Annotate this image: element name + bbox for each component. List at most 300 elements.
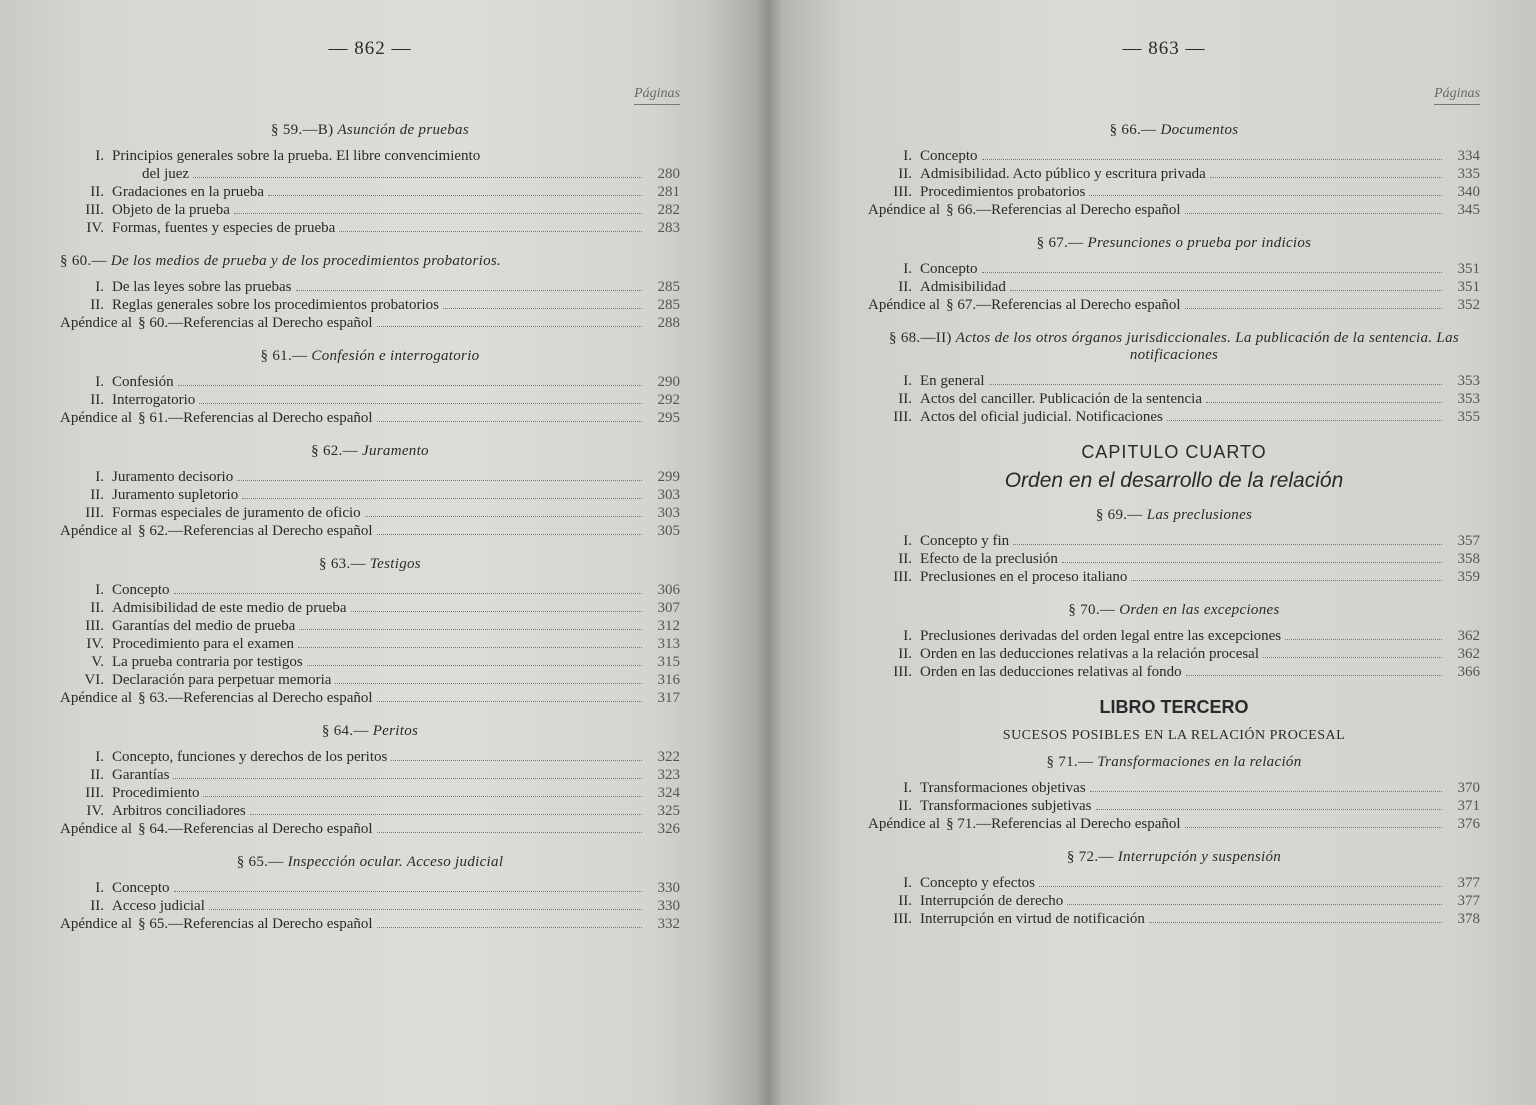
entry-label: Admisibilidad de este medio de prueba	[112, 600, 347, 616]
entry-page-number: 359	[1457, 569, 1480, 585]
toc-entry	[60, 915, 680, 933]
entry-page-number: 353	[1457, 391, 1480, 407]
toc-entry	[868, 568, 1480, 586]
section-heading	[868, 122, 1480, 139]
dot-leader	[1206, 402, 1442, 403]
toc-entry	[868, 372, 1480, 390]
entry-label: Interrogatorio	[112, 392, 196, 408]
entry-page-number: 312	[657, 618, 680, 634]
section-title: Transformaciones en la relación	[1097, 754, 1302, 770]
toc-entry	[60, 879, 680, 897]
entry-label: Acceso judicial	[112, 898, 205, 914]
toc-entry	[868, 296, 1480, 314]
entry-label: Transformaciones subjetivas	[920, 798, 1092, 814]
dot-leader	[1167, 420, 1442, 421]
entry-label: Concepto	[112, 582, 170, 598]
dot-leader	[203, 796, 642, 797]
entry-numeral: II.	[90, 392, 104, 408]
toc-entry	[868, 147, 1480, 165]
toc-section	[60, 122, 680, 237]
section-number: § 68.—II)	[888, 330, 952, 346]
entry-numeral: IV.	[86, 803, 104, 819]
toc-entry	[60, 802, 680, 820]
section-number: § 72.—	[1066, 849, 1114, 865]
toc-entry	[60, 165, 680, 183]
chapter-title: Orden en el desarrollo de la relación	[1004, 469, 1344, 492]
entry-numeral: III.	[893, 569, 912, 585]
dot-leader	[335, 683, 642, 684]
entry-page-number: 330	[657, 898, 680, 914]
dot-leader	[250, 814, 642, 815]
entry-label: Declaración para perpetuar memoria	[112, 672, 332, 688]
entry-numeral: II.	[898, 646, 912, 662]
toc-section	[60, 723, 680, 838]
dot-leader	[982, 272, 1443, 273]
section-number: § 69.—	[1095, 507, 1143, 523]
entry-label: Interrupción en virtud de notificación	[920, 911, 1145, 927]
entry-label: Transformaciones objetivas	[920, 780, 1086, 796]
toc-entry	[60, 504, 680, 522]
entry-numeral: I.	[95, 148, 104, 164]
entry-numeral: II.	[90, 767, 104, 783]
entry-numeral: I.	[903, 533, 912, 549]
entry-page-number: 315	[657, 654, 680, 670]
entry-page-number: 326	[657, 821, 680, 837]
entry-numeral: II.	[898, 893, 912, 909]
dot-leader	[1062, 562, 1442, 563]
dot-leader	[377, 927, 642, 928]
dot-leader	[178, 385, 642, 386]
entry-page-number: 292	[657, 392, 680, 408]
dot-leader	[391, 760, 642, 761]
entry-page-number: 332	[657, 916, 680, 932]
entry-page-number: 345	[1457, 202, 1480, 218]
entry-page-number: 303	[657, 505, 680, 521]
toc-entry	[60, 391, 680, 409]
entry-numeral: Apéndice al	[60, 315, 133, 331]
toc-entry	[60, 147, 680, 165]
toc-section	[868, 122, 1480, 219]
toc-section	[60, 556, 680, 707]
section-number: § 62.—	[311, 443, 358, 459]
toc-entry	[868, 532, 1480, 550]
section-number: § 63.—	[319, 556, 366, 572]
toc-entry	[60, 599, 680, 617]
toc-section	[60, 348, 680, 427]
toc-entry	[868, 408, 1480, 426]
entry-numeral: III.	[893, 664, 912, 680]
entry-page-number: 299	[657, 469, 680, 485]
toc-entry	[60, 522, 680, 540]
toc-entry	[60, 183, 680, 201]
toc-entry	[868, 165, 1480, 183]
entry-label: Gradaciones en la prueba	[112, 184, 265, 200]
toc-entry	[60, 820, 680, 838]
dot-leader	[1089, 195, 1442, 196]
entry-numeral: Apéndice al	[868, 816, 941, 832]
entry-numeral: II.	[898, 798, 912, 814]
toc-content	[868, 122, 1480, 944]
entry-numeral: I.	[95, 880, 104, 896]
entry-numeral: II.	[898, 279, 912, 295]
dot-leader	[1131, 580, 1442, 581]
section-heading	[868, 507, 1480, 524]
entry-label: Procedimientos probatorios	[920, 184, 1086, 200]
dot-leader	[377, 534, 642, 535]
dot-leader	[174, 891, 643, 892]
toc-entry	[60, 653, 680, 671]
pages-column-header: Páginas	[1434, 86, 1480, 105]
section-title: Juramento	[362, 443, 429, 459]
entry-page-number: 281	[657, 184, 680, 200]
dot-leader	[989, 384, 1442, 385]
entry-page-number: 283	[657, 220, 680, 236]
toc-entry	[868, 550, 1480, 568]
entry-label: Orden en las deducciones relativas al fondo	[920, 664, 1182, 680]
section-number: § 70.—	[1068, 602, 1116, 618]
entry-numeral: I.	[903, 148, 912, 164]
entry-label: Concepto, funciones y derechos de los peritos	[112, 749, 388, 765]
entry-numeral: Apéndice al	[868, 297, 941, 313]
entry-numeral: III.	[85, 618, 104, 634]
entry-numeral: III.	[893, 911, 912, 927]
entry-page-number: 335	[1457, 166, 1480, 182]
entry-page-number: 377	[1457, 875, 1480, 891]
chapter-heading: CAPITULO CUARTO	[1081, 442, 1267, 462]
toc-section	[868, 330, 1480, 426]
entry-label: Garantías del medio de prueba	[112, 618, 296, 634]
entry-label: Preclusiones derivadas del orden legal entre las excepciones	[920, 628, 1282, 644]
toc-entry	[60, 296, 680, 314]
dot-leader	[199, 403, 642, 404]
entry-numeral: Apéndice al	[60, 916, 133, 932]
entry-label: Actos del oficial judicial. Notificaciones	[920, 409, 1163, 425]
book-heading: LIBRO TERCERO	[1099, 697, 1249, 717]
entry-page-number: 306	[657, 582, 680, 598]
toc-section	[868, 507, 1480, 586]
dot-leader	[237, 480, 642, 481]
dot-leader	[1096, 809, 1442, 810]
entry-page-number: 325	[657, 803, 680, 819]
section-heading	[868, 754, 1480, 771]
entry-numeral: I.	[903, 373, 912, 389]
entry-label: Procedimiento para el examen	[112, 636, 295, 652]
entry-page-number: 334	[1457, 148, 1480, 164]
section-heading	[868, 330, 1480, 364]
entry-numeral: III.	[85, 202, 104, 218]
page-number: — 862 —	[328, 38, 412, 59]
toc-entry	[60, 766, 680, 784]
entry-label: § 62.—Referencias al Derecho español	[138, 523, 373, 539]
entry-numeral: I.	[95, 279, 104, 295]
section-title: Documentos	[1160, 122, 1239, 138]
right-page	[868, 0, 1480, 1105]
section-title: De los medios de prueba y de los procedimientos probatorios.	[110, 253, 502, 269]
toc-section	[868, 235, 1480, 314]
entry-label: La prueba contraria por testigos	[112, 654, 303, 670]
section-heading	[868, 235, 1480, 252]
section-number: § 61.—	[260, 348, 308, 364]
dot-leader	[242, 498, 642, 499]
section-heading	[868, 602, 1480, 619]
toc-entry	[868, 260, 1480, 278]
entry-label: Concepto y fin	[920, 533, 1010, 549]
entry-label: Procedimiento	[112, 785, 200, 801]
dot-leader	[339, 231, 642, 232]
toc-entry	[868, 797, 1480, 815]
entry-page-number: 285	[657, 297, 680, 313]
toc-entry	[60, 897, 680, 915]
entry-numeral: III.	[85, 785, 104, 801]
entry-page-number: 366	[1457, 664, 1480, 680]
dot-leader	[1090, 791, 1442, 792]
entry-numeral: I.	[95, 582, 104, 598]
entry-numeral: II.	[90, 600, 104, 616]
toc-entry	[60, 581, 680, 599]
dot-leader	[1186, 675, 1442, 676]
toc-entry	[868, 183, 1480, 201]
entry-page-number: 290	[657, 374, 680, 390]
entry-label: En general	[920, 373, 985, 389]
toc-entry	[868, 910, 1480, 928]
entry-numeral: Apéndice al	[60, 690, 133, 706]
dot-leader	[209, 909, 642, 910]
dot-leader	[268, 195, 642, 196]
dot-leader	[234, 213, 642, 214]
entry-numeral: II.	[898, 391, 912, 407]
entry-label: Concepto y efectos	[920, 875, 1035, 891]
dot-leader	[1185, 308, 1442, 309]
dot-leader	[377, 832, 642, 833]
entry-label: § 66.—Referencias al Derecho español	[946, 202, 1181, 218]
dot-leader	[1010, 290, 1442, 291]
entry-label: Concepto	[112, 880, 170, 896]
entry-label: § 63.—Referencias al Derecho español	[138, 690, 373, 706]
entry-label: § 65.—Referencias al Derecho español	[138, 916, 373, 932]
entry-label: Arbitros conciliadores	[112, 803, 246, 819]
section-number: § 66.—	[1109, 122, 1157, 138]
entry-label: Concepto	[920, 261, 978, 277]
toc-content	[60, 122, 680, 949]
entry-label: Formas, fuentes y especies de prueba	[112, 220, 336, 236]
entry-numeral: II.	[898, 166, 912, 182]
entry-page-number: 305	[657, 523, 680, 539]
entry-page-number: 307	[657, 600, 680, 616]
entry-page-number: 362	[1457, 628, 1480, 644]
entry-label: Juramento supletorio	[112, 487, 239, 503]
dot-leader	[1210, 177, 1442, 178]
entry-numeral: II.	[90, 487, 104, 503]
left-page	[60, 0, 680, 1105]
dot-leader	[982, 159, 1443, 160]
entry-page-number: 358	[1457, 551, 1480, 567]
section-number: § 59.—B)	[271, 122, 334, 138]
dot-leader	[307, 665, 642, 666]
entry-label: Efecto de la preclusión	[920, 551, 1058, 567]
entry-label: Garantías	[112, 767, 170, 783]
entry-page-number: 352	[1457, 297, 1480, 313]
entry-page-number: 376	[1457, 816, 1480, 832]
toc-entry	[868, 663, 1480, 681]
dot-leader	[298, 647, 642, 648]
entry-page-number: 282	[657, 202, 680, 218]
entry-label: Preclusiones en el proceso italiano	[920, 569, 1128, 585]
section-title: Confesión e interrogatorio	[311, 348, 480, 364]
dot-leader	[1013, 544, 1442, 545]
toc-entry	[60, 409, 680, 427]
dot-leader	[1039, 886, 1442, 887]
entry-numeral: IV.	[86, 220, 104, 236]
entry-page-number: 353	[1457, 373, 1480, 389]
entry-page-number: 322	[657, 749, 680, 765]
toc-section	[60, 443, 680, 540]
entry-page-number: 330	[657, 880, 680, 896]
dot-leader	[377, 326, 642, 327]
entry-page-number: 362	[1457, 646, 1480, 662]
entry-label: Concepto	[920, 148, 978, 164]
entry-label: Admisibilidad. Acto público y escritura privada	[920, 166, 1206, 182]
entry-numeral: III.	[893, 409, 912, 425]
toc-entry	[60, 784, 680, 802]
entry-label: § 67.—Referencias al Derecho español	[946, 297, 1181, 313]
dot-leader	[365, 516, 642, 517]
book-subtitle: SUCESOS POSIBLES EN LA RELACIÓN PROCESAL	[1002, 728, 1346, 743]
entry-page-number: 351	[1457, 261, 1480, 277]
toc-entry	[868, 779, 1480, 797]
toc-entry	[60, 314, 680, 332]
section-title: Presunciones o prueba por indicios	[1087, 235, 1312, 251]
toc-entry	[60, 486, 680, 504]
toc-entry	[868, 201, 1480, 219]
toc-section	[60, 253, 680, 332]
section-number: § 64.—	[321, 723, 369, 739]
section-heading	[60, 253, 680, 270]
entry-page-number: 295	[657, 410, 680, 426]
entry-page-number: 288	[657, 315, 680, 331]
dot-leader	[296, 290, 642, 291]
page-number: — 863 —	[1122, 38, 1206, 59]
entry-label: Reglas generales sobre los procedimientos probatorios	[112, 297, 439, 313]
entry-page-number: 355	[1457, 409, 1480, 425]
entry-numeral: Apéndice al	[60, 523, 133, 539]
entry-label: § 64.—Referencias al Derecho español	[138, 821, 373, 837]
entry-label: Orden en las deducciones relativas a la relación procesal	[920, 646, 1260, 662]
entry-label: Actos del canciller. Publicación de la sentencia	[920, 391, 1202, 407]
section-heading	[60, 443, 680, 460]
section-title: Actos de los otros órganos jurisdiccionales. La publicación de la sentencia. Las notificaciones	[955, 330, 1460, 363]
dot-leader	[443, 308, 642, 309]
section-title: Asunción de pruebas	[337, 122, 469, 138]
toc-section	[868, 849, 1480, 928]
toc-entry	[868, 815, 1480, 833]
toc-entry	[60, 219, 680, 237]
entry-numeral: I.	[95, 374, 104, 390]
entry-numeral: I.	[903, 875, 912, 891]
section-heading	[868, 849, 1480, 866]
entry-numeral: II.	[90, 184, 104, 200]
entry-page-number: 378	[1457, 911, 1480, 927]
section-title: Interrupción y suspensión	[1117, 849, 1282, 865]
entry-label: Interrupción de derecho	[920, 893, 1064, 909]
entry-label: De las leyes sobre las pruebas	[112, 279, 292, 295]
dot-leader	[1185, 827, 1442, 828]
entry-page-number: 280	[657, 166, 680, 182]
entry-label: § 61.—Referencias al Derecho español	[138, 410, 373, 426]
entry-numeral: II.	[90, 898, 104, 914]
entry-page-number: 324	[657, 785, 680, 801]
dot-leader	[1285, 639, 1442, 640]
entry-numeral: II.	[898, 551, 912, 567]
toc-entry	[868, 278, 1480, 296]
pages-column-header: Páginas	[634, 86, 680, 105]
section-number: § 65.—	[236, 854, 284, 870]
entry-numeral: I.	[903, 261, 912, 277]
toc-entry	[868, 892, 1480, 910]
entry-page-number: 377	[1457, 893, 1480, 909]
entry-numeral: I.	[903, 628, 912, 644]
section-number: § 67.—	[1036, 235, 1084, 251]
entry-page-number: 303	[657, 487, 680, 503]
section-title: Testigos	[369, 556, 421, 572]
entry-page-number: 371	[1457, 798, 1480, 814]
toc-entry	[60, 635, 680, 653]
entry-label: del juez	[142, 166, 190, 182]
dot-leader	[1263, 657, 1442, 658]
entry-label: Confesión	[112, 374, 174, 390]
entry-page-number: 323	[657, 767, 680, 783]
toc-section	[868, 754, 1480, 833]
entry-page-number: 316	[657, 672, 680, 688]
dot-leader	[377, 701, 642, 702]
entry-page-number: 285	[657, 279, 680, 295]
section-title: Orden en las excepciones	[1119, 602, 1280, 618]
entry-page-number: 370	[1457, 780, 1480, 796]
dot-leader	[173, 778, 642, 779]
dot-leader	[299, 629, 642, 630]
entry-label: § 60.—Referencias al Derecho español	[138, 315, 373, 331]
entry-numeral: I.	[95, 469, 104, 485]
entry-numeral: I.	[95, 749, 104, 765]
entry-page-number: 351	[1457, 279, 1480, 295]
toc-entry	[60, 201, 680, 219]
section-heading	[60, 854, 680, 871]
dot-leader	[1149, 922, 1442, 923]
section-number: § 71.—	[1046, 754, 1094, 770]
toc-entry	[60, 278, 680, 296]
toc-entry	[60, 468, 680, 486]
toc-entry	[868, 390, 1480, 408]
entry-numeral: IV.	[86, 636, 104, 652]
toc-entry	[868, 874, 1480, 892]
entry-label: Principios generales sobre la prueba. El libre convencimiento	[112, 148, 481, 164]
dot-leader	[377, 421, 642, 422]
entry-numeral: Apéndice al	[60, 410, 133, 426]
section-title: Las preclusiones	[1146, 507, 1253, 523]
entry-page-number: 317	[657, 690, 680, 706]
toc-entry	[60, 748, 680, 766]
section-title: Inspección ocular. Acceso judicial	[287, 854, 504, 870]
section-number: § 60.—	[60, 253, 107, 269]
entry-numeral: V.	[91, 654, 104, 670]
entry-page-number: 357	[1457, 533, 1480, 549]
toc-section	[60, 854, 680, 933]
section-heading	[60, 723, 680, 740]
entry-numeral: III.	[85, 505, 104, 521]
entry-numeral: II.	[90, 297, 104, 313]
entry-label: Admisibilidad	[920, 279, 1006, 295]
toc-entry	[868, 645, 1480, 663]
entry-label: Formas especiales de juramento de oficio	[112, 505, 361, 521]
